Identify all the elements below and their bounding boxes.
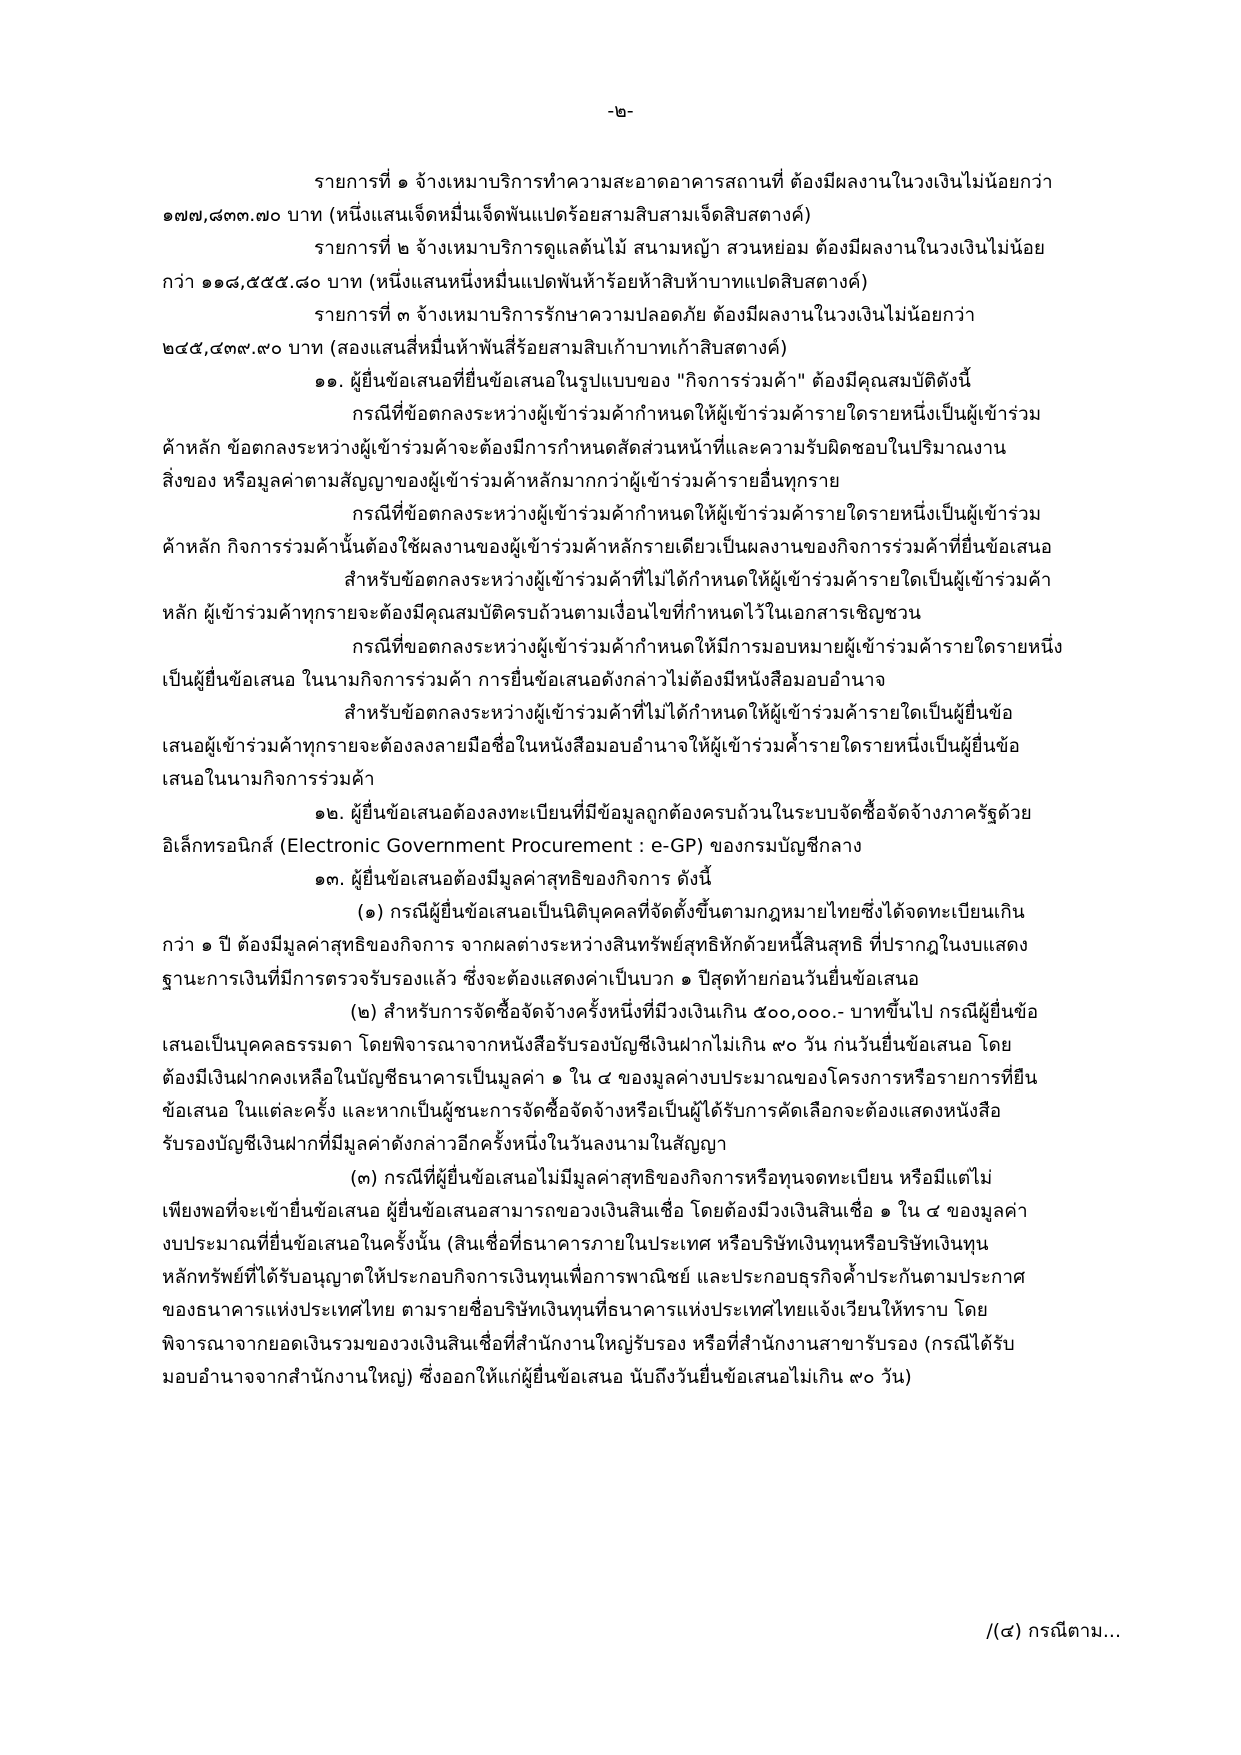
text-line: รายการที่ ๒ จ้างเหมาบริการดูแลต้นไม้ สนามหญ้า สวนหย่อม ต้องมีผลงานในวงเงินไม่น้อย bbox=[314, 237, 1046, 260]
text-line: กรณีที่ข้อตกลงระหว่างผู้เข้าร่วมค้ากำหนดให้ผู้เข้าร่วมค้ารายใดรายหนึ่งเป็นผู้เข้าร่วม bbox=[352, 403, 1042, 426]
text-line: เพียงพอที่จะเข้ายื่นข้อเสนอ ผู้ยื่นข้อเสนอสามารถขอวงเงินสินเชื่อ โดยต้องมีวงเงินสินเชื่อ ๑ ใน ๔ ของมูลค่า bbox=[162, 1199, 1028, 1222]
text-line: ๒๔๕,๔๓๙.๙๐ บาท (สองแสนสี่หมื่นห้าพันสี่ร้อยสามสิบเก้าบาทเก้าสิบสตางค์) bbox=[162, 336, 788, 359]
document-body bbox=[162, 166, 1122, 1394]
text-line: สิ่งของ หรือมูลค่าตามสัญญาของผู้เข้าร่วมค้าหลักมากกว่าผู้เข้าร่วมค้ารายอื่นทุกราย bbox=[162, 469, 840, 492]
text-line: เสนอในนามกิจการร่วมค้า bbox=[162, 768, 375, 791]
continuation-reference: /(๔) กรณีตาม... bbox=[986, 1620, 1121, 1642]
section-heading: ๑๒. ผู้ยื่นข้อเสนอต้องลงทะเบียนที่มีข้อมูลถูกต้องครบถ้วนในระบบจัดซื้อจัดจ้างภาครัฐด้วย bbox=[314, 801, 1032, 824]
text-line: งบประมาณที่ยื่นข้อเสนอในครั้งนั้น (สินเชื่อที่ธนาคารภายในประเทศ หรือบริษัทเงินทุนหรือบริษัทเงินทุน bbox=[162, 1233, 989, 1255]
text-line: รายการที่ ๓ จ้างเหมาบริการรักษาความปลอดภัย ต้องมีผลงานในวงเงินไม่น้อยกว่า bbox=[314, 303, 976, 326]
text-line: รับรองบัญชีเงินฝากที่มีมูลค่าดังกล่าวอีกครั้งหนึ่งในวันลงนามในสัญญา bbox=[162, 1133, 727, 1156]
text-line: กรณีที่ขอตกลงระหว่างผู้เข้าร่วมค้ากำหนดให้มีการมอบหมายผู้เข้าร่วมค้ารายใดรายหนึ่ง bbox=[352, 635, 1063, 658]
section-heading: ๑๓. ผู้ยื่นข้อเสนอต้องมีมูลค่าสุทธิของกิจการ ดังนี้ bbox=[314, 867, 712, 890]
text-line: อิเล็กทรอนิกส์ (Electronic Government Procurement : e-GP) ของกรมบัญชีกลาง bbox=[162, 834, 862, 857]
text-line: (๒) สำหรับการจัดซื้อจัดจ้างครั้งหนึ่งที่มีวงเงินเกิน ๕๐๐,๐๐๐.- บาทขึ้นไป กรณีผู้ยื่นข้อ bbox=[350, 1000, 1039, 1023]
text-line: กรณีที่ข้อตกลงระหว่างผู้เข้าร่วมค้ากำหนดให้ผู้เข้าร่วมค้ารายใดรายหนึ่งเป็นผู้เข้าร่วม bbox=[352, 502, 1042, 525]
text-line: เสนอเป็นบุคคลธรรมดา โดยพิจารณาจากหนังสือรับรองบัญชีเงินฝากไม่เกิน ๙๐ วัน ก่นวันยื่นข้อเสนอ โดย bbox=[162, 1033, 1012, 1056]
text-line: สำหรับข้อตกลงระหว่างผู้เข้าร่วมค้าที่ไม่ได้กำหนดให้ผู้เข้าร่วมค้ารายใดเป็นผู้เข้าร่วมค้า bbox=[344, 569, 1052, 592]
text-line: ค้าหลัก ข้อตกลงระหว่างผู้เข้าร่วมค้าจะต้องมีการกำหนดสัดส่วนหน้าที่และความรับผิดชอบในปริมาณงาน bbox=[162, 436, 1007, 459]
text-line: ข้อเสนอ ในแต่ละครั้ง และหากเป็นผู้ชนะการจัดซื้อจัดจ้างหรือเป็นผู้ได้รับการคัดเลือกจะต้องแสดงหนังสือ bbox=[162, 1100, 1002, 1123]
text-line: ค้าหลัก กิจการร่วมค้านั้นต้องใช้ผลงานของผู้เข้าร่วมค้าหลักรายเดียวเป็นผลงานของกิจการร่วมค้าที่ยื่นข้อเสนอ bbox=[162, 536, 1053, 559]
text-line: หลักทรัพย์ที่ได้รับอนุญาตให้ประกอบกิจการเงินทุนเพื่อการพาณิชย์ และประกอบธุรกิจค้ำประกันตามประกาศ bbox=[162, 1266, 1026, 1289]
text-line: กว่า ๑ ปี ต้องมีมูลค่าสุทธิของกิจการ จากผลต่างระหว่างสินทรัพย์สุทธิหักด้วยหนี้สินสุทธิ ที่ปรากฎในงบแสดง bbox=[162, 934, 1029, 957]
text-line: รายการที่ ๑ จ้างเหมาบริการทำความสะอาดอาคารสถานที่ ต้องมีผลงานในวงเงินไม่น้อยกว่า bbox=[314, 171, 1053, 193]
text-line: สำหรับข้อตกลงระหว่างผู้เข้าร่วมค้าที่ไม่ได้กำหนดให้ผู้เข้าร่วมค้ารายใดเป็นผู้ยื่นข้อ bbox=[344, 702, 1014, 724]
text-line: กว่า ๑๑๘,๕๕๕.๘๐ บาท (หนึ่งแสนหนึ่งหมื่นแปดพันห้าร้อยห้าสิบห้าบาทแปดสิบสตางค์) bbox=[162, 270, 869, 293]
text-line: เสนอผู้เข้าร่วมค้าทุกรายจะต้องลงลายมือชื่อในหนังสือมอบอำนาจให้ผู้เข้าร่วมค้ำรายใดรายหนึ่งเป็นผู้ยื่นข้อ bbox=[162, 735, 1020, 758]
text-line: เป็นผู้ยื่นข้อเสนอ ในนามกิจการร่วมค้า การยื่นข้อเสนอดังกล่าวไม่ต้องมีหนังสือมอบอำนาจ bbox=[162, 668, 886, 691]
text-line: (๓) กรณีที่ผู้ยื่นข้อเสนอไม่มีมูลค่าสุทธิของกิจการหรือทุนจดทะเบียน หรือมีแต่ไม่ bbox=[350, 1166, 993, 1189]
text-line: ของธนาคารแห่งประเทศไทย ตามรายชื่อบริษัทเงินทุนที่ธนาคารแห่งประเทศไทยแจ้งเวียนให้ทราบ โดย bbox=[162, 1299, 988, 1322]
page-number: -๒- bbox=[607, 100, 634, 122]
text-line: หลัก ผู้เข้าร่วมค้าทุกรายจะต้องมีคุณสมบัติครบถ้วนตามเงื่อนไขที่กำหนดไว้ในเอกสารเชิญชวน bbox=[162, 602, 921, 625]
text-line: (๑) กรณีผู้ยื่นข้อเสนอเป็นนิติบุคคลที่จัดตั้งขึ้นตามกฎหมายไทยซึ่งได้จดทะเบียนเกิน bbox=[357, 901, 1025, 924]
text-line: ๑๗๗,๘๓๓.๗๐ บาท (หนึ่งแสนเจ็ดหมื่นเจ็ดพันแปดร้อยสามสิบสามเจ็ดสิบสตางค์) bbox=[162, 204, 812, 227]
text-line: มอบอำนาจจากสำนักงานใหญ่) ซึ่งออกให้แก่ผู้ยื่นข้อเสนอ นับถึงวันยื่นข้อเสนอไม่เกิน ๙๐ วัน) bbox=[162, 1365, 912, 1388]
text-line: พิจารณาจากยอดเงินรวมของวงเงินสินเชื่อที่สำนักงานใหญ่รับรอง หรือที่สำนักงานสาขารับรอง (กรณีได้รับ bbox=[162, 1332, 1015, 1355]
text-line: ต้องมีเงินฝากคงเหลือในบัญชีธนาคารเป็นมูลค่า ๑ ใน ๔ ของมูลค่างบประมาณของโครงการหรือรายการที่ยืน bbox=[162, 1067, 1038, 1090]
text-line: ฐานะการเงินที่มีการตรวจรับรองแล้ว ซึ่งจะต้องแสดงค่าเป็นบวก ๑ ปีสุดท้ายก่อนวันยื่นข้อเสนอ bbox=[162, 967, 920, 990]
section-heading: ๑๑. ผู้ยื่นข้อเสนอที่ยื่นข้อเสนอในรูปแบบของ "กิจการร่วมค้า" ต้องมีคุณสมบัติดังนี้ bbox=[314, 370, 971, 393]
